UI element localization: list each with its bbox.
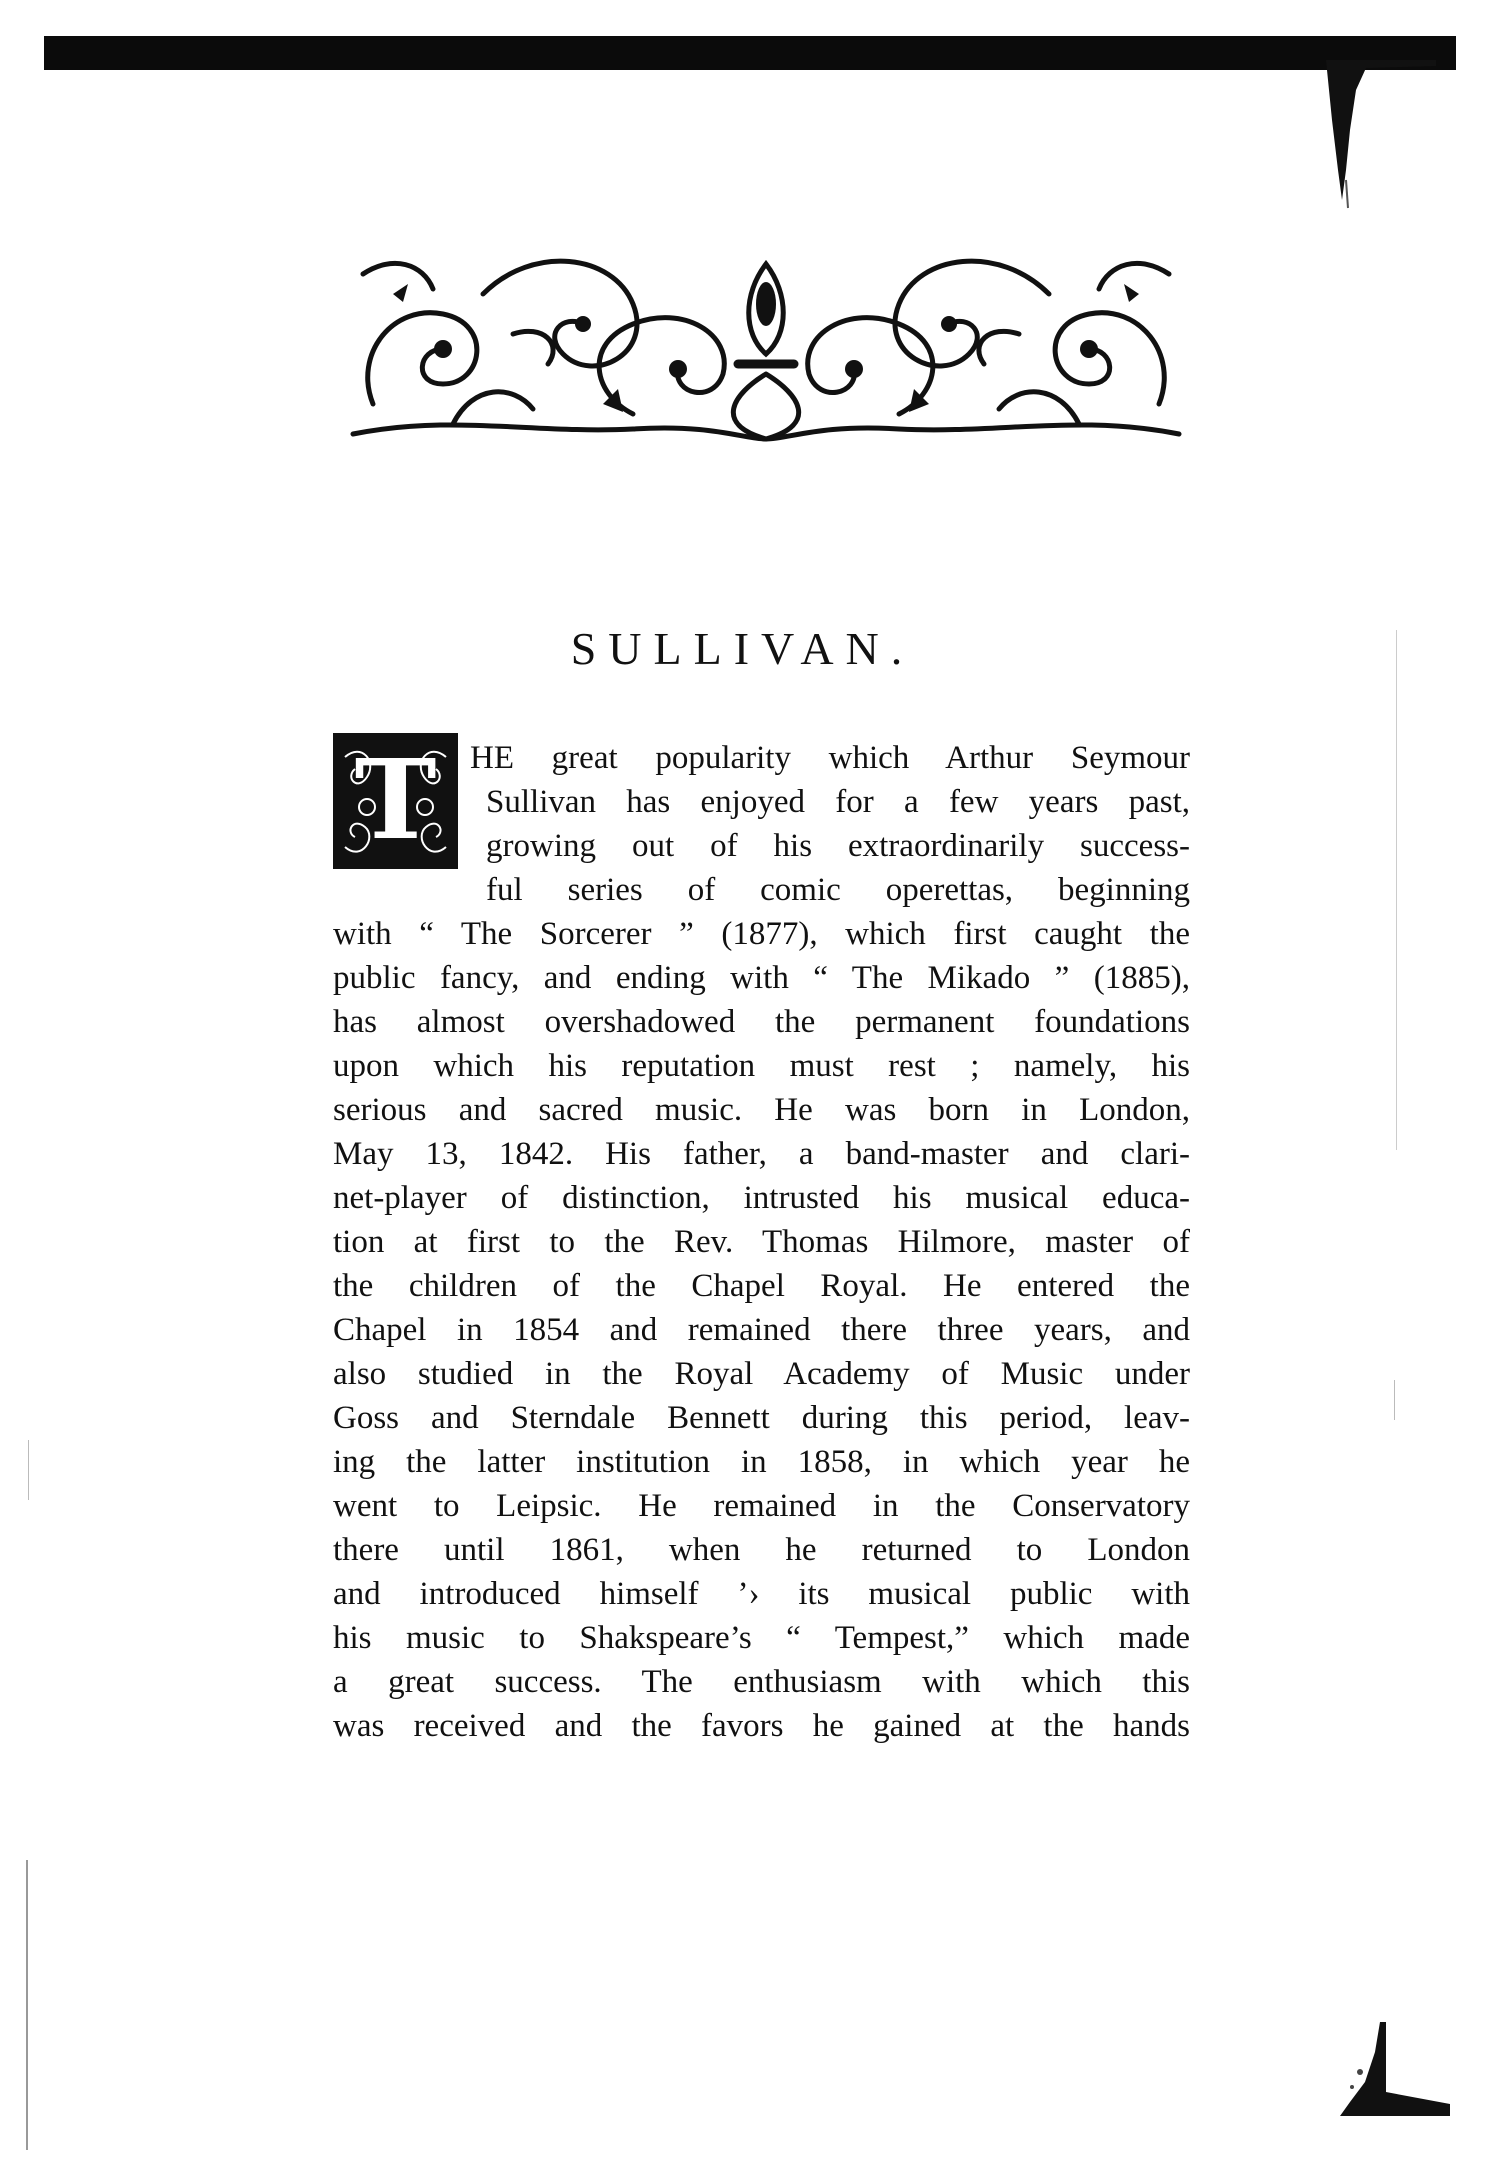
decorative-headpiece-icon — [333, 234, 1199, 448]
text-line: ful series of comic operettas, beginning — [486, 872, 1190, 908]
text-line: his music to Shakspeare’s “ Tempest,” which made — [333, 1620, 1190, 1656]
text-line: there until 1861, when he returned to London — [333, 1532, 1190, 1568]
text-line: has almost overshadowed the permanent foundations — [333, 1004, 1190, 1040]
top-black-rule — [44, 36, 1456, 70]
text-line: with “ The Sorcerer ” (1877), which first caught the — [333, 916, 1190, 952]
left-margin-mark — [28, 1440, 29, 1500]
text-line: serious and sacred music. He was born in London, — [333, 1092, 1190, 1128]
right-margin-mark — [1394, 1380, 1395, 1420]
page-corner-ink-mark — [1320, 2012, 1450, 2122]
text-line: Chapel in 1854 and remained there three years, and — [333, 1312, 1190, 1348]
text-line: the children of the Chapel Royal. He entered the — [333, 1268, 1190, 1304]
left-margin-mark — [26, 1860, 28, 2150]
right-margin-mark — [1396, 630, 1397, 1150]
text-line: a great success. The enthusiasm with which this — [333, 1664, 1190, 1700]
text-line: public fancy, and ending with “ The Mikado ” (1885), — [333, 960, 1190, 996]
text-line: May 13, 1842. His father, a band-master and clari- — [333, 1136, 1190, 1172]
text-line: and introduced himself ’› its musical public with — [333, 1576, 1190, 1612]
text-line: went to Leipsic. He remained in the Conservatory — [333, 1488, 1190, 1524]
text-line: Sullivan has enjoyed for a few years past, — [486, 784, 1190, 820]
text-line: upon which his reputation must rest ; namely, his — [333, 1048, 1190, 1084]
text-line: HE great popularity which Arthur Seymour — [470, 740, 1190, 776]
text-line: net-player of distinction, intrusted his musical educa- — [333, 1180, 1190, 1216]
text-line: was received and the favors he gained at the hands — [333, 1708, 1190, 1744]
text-line: ing the latter institution in 1858, in which year he — [333, 1444, 1190, 1480]
text-line: tion at first to the Rev. Thomas Hilmore, master of — [333, 1224, 1190, 1260]
page-title: SULLIVAN. — [570, 623, 915, 674]
text-line: Goss and Sterndale Bennett during this period, leav- — [333, 1400, 1190, 1436]
text-line: also studied in the Royal Academy of Music under — [333, 1356, 1190, 1392]
drop-cap-initial — [333, 733, 458, 869]
drop-cap-letter: T — [354, 735, 437, 864]
page-edge-ink-mark — [1326, 60, 1436, 210]
text-line: growing out of his extraordinarily success- — [486, 828, 1190, 864]
